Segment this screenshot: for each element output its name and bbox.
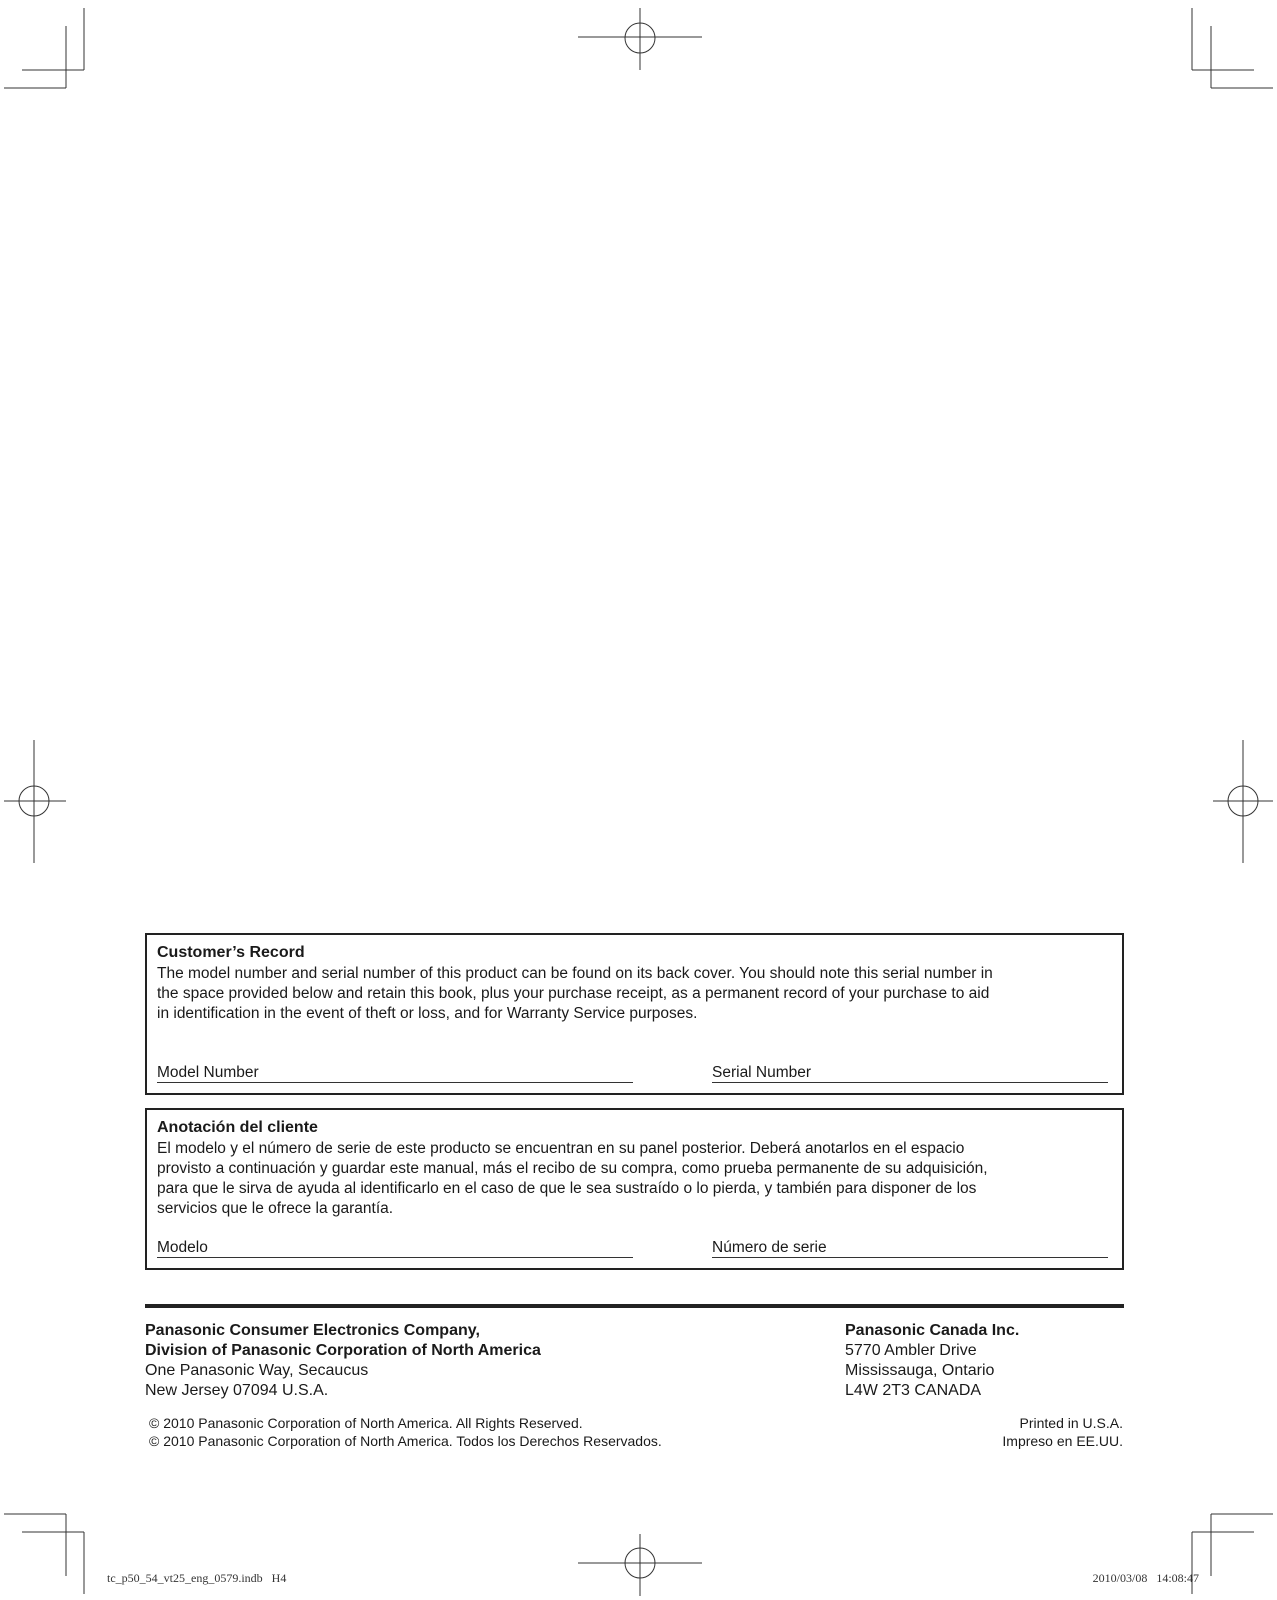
us-company-division: Division of Panasonic Corporation of North America [145, 1342, 541, 1359]
model-number-field[interactable] [157, 1063, 633, 1083]
copyright-notice [149, 1414, 662, 1450]
copyright-en: © 2010 Panasonic Corporation of North America. All Rights Reserved. [149, 1415, 583, 1431]
printed-en: Printed in U.S.A. [1019, 1415, 1123, 1431]
modelo-label: Modelo [157, 1239, 208, 1256]
numero-de-serie-label: Número de serie [712, 1239, 827, 1256]
anotacion-cliente-box [145, 1108, 1124, 1270]
canada-address-line: L4W 2T3 CANADA [845, 1382, 982, 1399]
customer-record-box [145, 933, 1124, 1095]
anotacion-cliente-title: Anotación del cliente [157, 1119, 318, 1136]
us-company-name: Panasonic Consumer Electronics Company, [145, 1322, 480, 1339]
serial-number-field[interactable] [712, 1063, 1108, 1083]
divider [145, 1304, 1124, 1308]
body-line: The model number and serial number of this product can be found on its back cover. You should note this serial number in [157, 965, 993, 982]
body-line: servicios que le ofrece la garantía. [157, 1200, 394, 1217]
printed-in-notice [1002, 1414, 1123, 1450]
canada-office-address [845, 1321, 1019, 1401]
us-address-line: One Panasonic Way, Secaucus [145, 1362, 369, 1379]
canada-address-line: 5770 Ambler Drive [845, 1342, 977, 1359]
customer-record-title: Customer’s Record [157, 944, 305, 961]
body-line: provisto a continuación y guardar este manual, más el recibo de su compra, como prueba permanente de su adquisición, [157, 1160, 988, 1177]
numero-de-serie-field[interactable] [712, 1238, 1108, 1258]
us-address-line: New Jersey 07094 U.S.A. [145, 1382, 329, 1399]
modelo-field[interactable] [157, 1238, 633, 1258]
body-line: in identification in the event of theft or loss, and for Warranty Service purposes. [157, 1005, 698, 1022]
us-office-address [145, 1321, 541, 1401]
body-line: para que le sirva de ayuda al identificarlo en el caso de que le sea sustraído o lo pierda, y también para disponer de los [157, 1180, 977, 1197]
customer-record-body [157, 964, 1107, 1024]
canada-address-line: Mississauga, Ontario [845, 1362, 995, 1379]
body-line: the space provided below and retain this book, plus your purchase receipt, as a permanent record of your purchase to aid [157, 985, 990, 1002]
body-line: El modelo y el número de serie de este producto se encuentran en su panel posterior. Deberá anotarlos en el espacio [157, 1140, 965, 1157]
canada-company-name: Panasonic Canada Inc. [845, 1322, 1020, 1339]
copyright-es: © 2010 Panasonic Corporation of North America. Todos los Derechos Reservados. [149, 1433, 662, 1449]
anotacion-cliente-body [157, 1139, 1107, 1219]
model-number-label: Model Number [157, 1064, 259, 1081]
serial-number-label: Serial Number [712, 1064, 812, 1081]
printed-es: Impreso en EE.UU. [1002, 1433, 1123, 1449]
printer-slug-timestamp: 2010/03/08 14:08:47 [1092, 1571, 1199, 1585]
printer-slug-file: tc_p50_54_vt25_eng_0579.indb H4 [107, 1571, 287, 1585]
